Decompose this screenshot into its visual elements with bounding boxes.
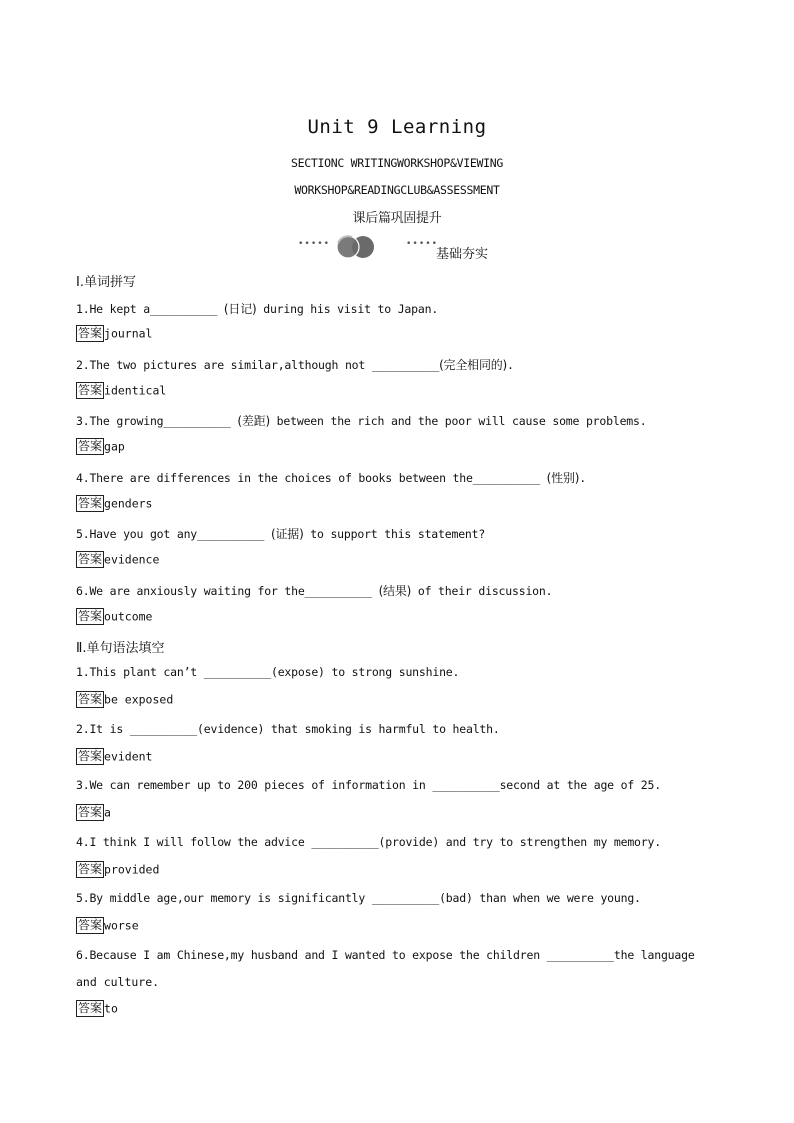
answer-value: provided xyxy=(104,862,160,877)
answer-row xyxy=(76,917,139,935)
question: 3.The growing__________ (差距) between the rich and the poor will cause some problems. xyxy=(76,414,647,428)
answer-value: evidence xyxy=(104,552,160,567)
answer-row xyxy=(76,438,125,456)
answer-row xyxy=(76,691,173,709)
answer-tag: 答案 xyxy=(78,383,103,397)
question: 6.We are anxiously waiting for the__________ (结果) of their discussion. xyxy=(76,584,553,598)
answer-row xyxy=(76,551,159,569)
answer-tag: 答案 xyxy=(78,609,103,623)
answer-row xyxy=(76,495,152,513)
question: 4.I think I will follow the advice __________(provide) and try to strengthen my memory. xyxy=(76,835,661,849)
banner-circles-icon xyxy=(332,234,378,260)
answer-value: outcome xyxy=(104,609,153,624)
question: 2.It is __________(evidence) that smoking is harmful to health. xyxy=(76,722,500,736)
question: 6.Because I am Chinese,my husband and I wanted to expose the children __________the language xyxy=(76,948,695,962)
banner-dots-right: ••••• xyxy=(406,239,439,249)
answer-tag: 答案 xyxy=(78,1001,103,1015)
banner-dots-left: ••••• xyxy=(298,239,331,249)
answer-tag: 答案 xyxy=(78,862,103,876)
answer-tag: 答案 xyxy=(78,439,103,453)
answer-value: be exposed xyxy=(104,692,174,707)
answer-value: identical xyxy=(104,383,167,398)
answer-tag: 答案 xyxy=(78,692,103,706)
answer-tag: 答案 xyxy=(78,552,103,566)
banner-label: 基础夯实 xyxy=(436,247,489,262)
answer-row xyxy=(76,325,152,343)
answer-row xyxy=(76,748,152,766)
answer-tag: 答案 xyxy=(78,496,103,510)
answer-value: gap xyxy=(104,439,125,454)
question: 1.This plant can’t __________(expose) to strong sunshine. xyxy=(76,665,460,679)
answer-value: genders xyxy=(104,496,153,511)
answer-value: to xyxy=(104,1001,118,1016)
page-title: Unit 9 Learning xyxy=(307,116,487,138)
answer-value: journal xyxy=(104,326,153,341)
answer-tag: 答案 xyxy=(78,805,103,819)
question: 2.The two pictures are similar,although not __________(完全相同的). xyxy=(76,358,514,372)
section-1-title: Ⅰ.单词拼写 xyxy=(76,275,136,290)
section-banner xyxy=(298,234,498,262)
question: 5.By middle age,our memory is significantly __________(bad) than when we were young. xyxy=(76,891,641,905)
answer-tag: 答案 xyxy=(78,918,103,932)
question: 3.We can remember up to 200 pieces of information in __________second at the age of 25. xyxy=(76,778,661,792)
answer-row xyxy=(76,1000,118,1018)
answer-row xyxy=(76,804,111,822)
answer-value: worse xyxy=(104,918,139,933)
answer-row xyxy=(76,382,166,400)
answer-row xyxy=(76,608,152,626)
subtitle-line-1: SECTIONC WRITINGWORKSHOP&VIEWING xyxy=(291,156,503,170)
answer-row xyxy=(76,861,159,879)
section-2-title: Ⅱ.单句语法填空 xyxy=(76,641,165,656)
question: 4.There are differences in the choices of books between the__________ (性别). xyxy=(76,471,586,485)
answer-tag: 答案 xyxy=(78,749,103,763)
question: 5.Have you got any__________ (证据) to support this statement? xyxy=(76,527,486,541)
answer-value: a xyxy=(104,805,111,820)
question-continuation: and culture. xyxy=(76,975,160,989)
question: 1.He kept a__________ (日记) during his visit to Japan. xyxy=(76,302,439,316)
answer-tag: 答案 xyxy=(78,326,103,340)
subtitle-line-2: WORKSHOP&READINGCLUB&ASSESSMENT xyxy=(294,183,500,197)
subtitle-line-3: 课后篇巩固提升 xyxy=(352,211,442,226)
answer-value: evident xyxy=(104,749,153,764)
